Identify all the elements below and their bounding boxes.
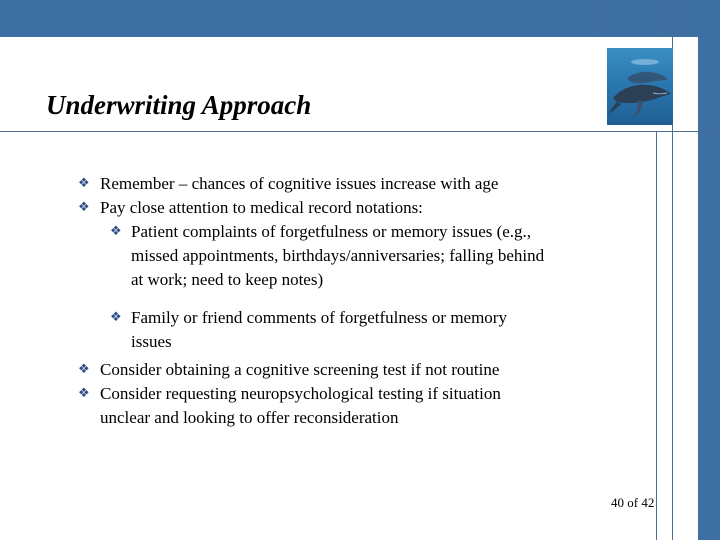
diamond-bullet-icon: ❖ xyxy=(78,386,90,401)
bullet-text: Consider requesting neuropsychological testing if situation xyxy=(100,384,501,403)
diamond-bullet-icon: ❖ xyxy=(78,362,90,377)
header-bar xyxy=(0,0,720,37)
photo-frame xyxy=(594,37,672,131)
diamond-bullet-icon: ❖ xyxy=(110,310,122,325)
bullet-text: at work; need to keep notes) xyxy=(131,270,324,289)
side-bar xyxy=(698,0,720,540)
bullet-text: issues xyxy=(131,332,172,351)
bullet-text: Consider obtaining a cognitive screening test if not routine xyxy=(100,360,500,379)
page-number: 40 of 42 xyxy=(611,495,655,510)
bullet-text: Family or friend comments of forgetfulness or memory xyxy=(131,308,507,327)
diamond-bullet-icon: ❖ xyxy=(78,176,90,191)
bullet-text: Patient complaints of forgetfulness or memory issues (e.g., xyxy=(131,222,532,241)
diamond-bullet-icon: ❖ xyxy=(78,200,90,215)
bullet-text: missed appointments, birthdays/anniversaries; falling behind xyxy=(131,246,545,265)
bullet-text: Pay close attention to medical record notations: xyxy=(100,198,423,217)
header-divider xyxy=(0,131,720,132)
slide-title: Underwriting Approach xyxy=(46,90,312,120)
diamond-bullet-icon: ❖ xyxy=(110,224,122,239)
bullet-text: Remember – chances of cognitive issues increase with age xyxy=(100,174,499,193)
bullet-text: unclear and looking to offer reconsideration xyxy=(100,408,399,427)
whale-icon xyxy=(607,48,673,125)
whale-photo xyxy=(607,48,673,125)
